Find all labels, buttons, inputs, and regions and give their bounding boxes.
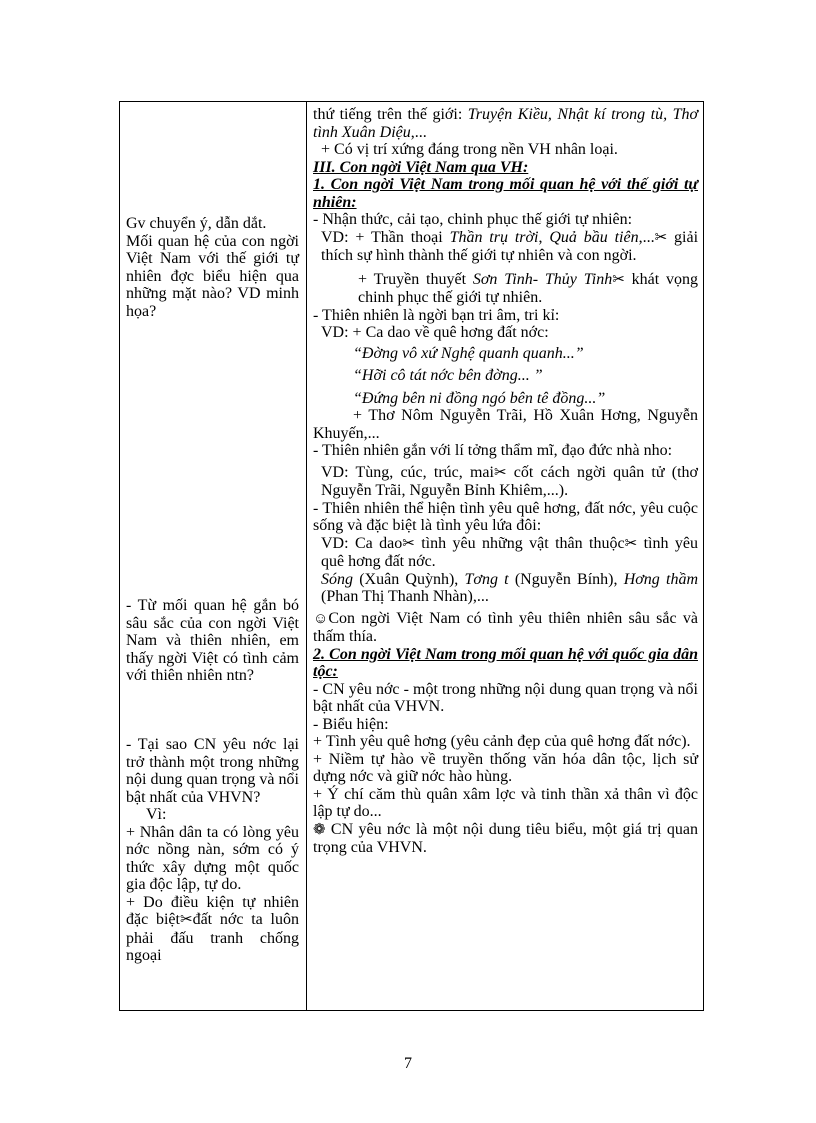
text-run: tình yêu quê hơng đất nớc. [321, 534, 698, 570]
text-run: Sóng [321, 570, 353, 588]
text-run: Hơng thầm [623, 570, 699, 588]
text-run: CN yêu nớc là một nội dung tiêu biểu, một giá trị quan trọng của VHVN. [313, 820, 699, 856]
right-text [313, 271, 698, 307]
text-run: giải thích sự hình thành thế giới tự nhiên và con ngời. [321, 228, 699, 264]
left-text: - Tại sao CN yêu nớc lại trở thành một trong những nội dung quan trọng và nổi bật nhất của VHVN? [126, 736, 299, 806]
text-run: , [538, 228, 550, 246]
right-text: VD: + Ca dao về quê hơng đất nớc: [321, 324, 549, 341]
section-heading-3: III. Con ngời Việt Nam qua VH: [313, 158, 529, 176]
text-run: VD: Ca dao [321, 534, 403, 552]
right-text: + Niềm tự hào về truyền thống văn hóa dân tộc, lịch sử dựng nớc và giữ nớc hào hùng. [313, 750, 698, 785]
left-text: + Nhân dân ta có lòng yêu nớc nồng nàn, sớm có ý thức xây dựng một quốc gia độc lập, tự do. [126, 823, 299, 893]
right-text: + Có vị trí xứng đáng trong nền VH nhân loại. [321, 141, 618, 158]
right-text [313, 821, 698, 857]
right-text [313, 106, 698, 141]
left-text-part: + Do điều kiện tự nhiên đặc biệt [126, 893, 299, 928]
content-table [119, 101, 704, 1011]
right-text: + Ý chí căm thù quân xâm lợc và tinh thần xả thân vì độc lập tự do... [313, 785, 698, 820]
left-text: - Từ mối quan hệ gắn bó sâu sắc của con ngời Việt Nam và thiên nhiên, em thấy ngời Việt có tình cảm với thiên nhiên ntn? [126, 597, 299, 684]
right-text: + Tình yêu quê hơng (yêu cảnh đẹp của quê hơng đất nớc). [313, 733, 691, 750]
column-divider [306, 102, 307, 1010]
subsection-heading-1: 1. Con ngời Việt Nam trong mối quan hệ với thế giới tự nhiên: [313, 176, 698, 211]
left-text: Gv chuyển ý, dẫn dắt. [126, 215, 267, 232]
text-run: (Nguyễn Bính), [508, 570, 624, 588]
left-text [126, 894, 299, 965]
right-text [313, 535, 698, 571]
right-text: + Thơ Nôm Nguyễn Trãi, Hồ Xuân Hơng, Nguyễn Khuyến,... [313, 407, 698, 442]
text-run: (Phan Thị Thanh Nhàn),... [321, 588, 489, 605]
text-run: Thần trụ trời [449, 228, 539, 246]
text-run: VD: + Thần thoại [321, 228, 450, 246]
text-run: Sơn Tinh- Thủy Tinh [472, 270, 613, 288]
right-text: - Biểu hiện: [313, 715, 389, 733]
text-run: + Truyền thuyết [358, 270, 473, 288]
text-run: thứ tiếng trên thế giới: [313, 106, 468, 123]
right-text: - Nhận thức, cải tạo, chinh phục thế giới tự nhiên: [313, 211, 633, 228]
text-run: khát vọng chinh phục thế giới tự nhiên. [358, 270, 699, 306]
page-number: 7 [404, 1055, 412, 1072]
right-text [313, 571, 698, 606]
text-run: Con ngời Việt Nam có tình yêu thiên nhiên sâu sắc và thấm thía. [313, 609, 698, 645]
text-run: ,... [638, 228, 655, 246]
text-run: Truyện Kiều, Nhật kí trong tù, Thơ tình Xuân Diệu [313, 106, 699, 141]
text-run: VD: Tùng, cúc, trúc, mai [321, 463, 494, 481]
right-text: - Thiên nhiên thể hiện tình yêu quê hơng, đất nớc, yêu cuộc sống và đặc biệt là tình yêu lứa đôi: [313, 499, 698, 534]
left-block-1 [126, 215, 299, 320]
text-run: Tơng t [464, 570, 509, 588]
quote-line: “Đứng bên ni đồng ngó bên tê đồng...” [353, 389, 606, 407]
text-run: (Xuân Quỳnh), [353, 570, 465, 588]
scissors-icon: ✂ [179, 912, 193, 928]
left-block-3 [126, 736, 299, 965]
text-run: tình yêu những vật thân thuộc [414, 534, 625, 552]
right-text: - Thiên nhiên là ngời bạn tri âm, tri kỉ: [313, 306, 560, 324]
flower-icon: ❁ [313, 821, 326, 838]
scissors-icon: ✂ [612, 271, 625, 288]
scissors-icon: ✂ [654, 229, 668, 246]
left-text: Vì: [146, 806, 167, 823]
scissors-icon: ✂ [402, 535, 415, 552]
right-text [313, 610, 698, 646]
right-text: - CN yêu nớc - một trong những nội dung quan trọng và nổi bật nhất của VHVN. [313, 680, 698, 715]
text-run: Quả bầu tiên [549, 228, 639, 246]
subsection-heading-2: 2. Con ngời Việt Nam trong mối quan hệ với quốc gia dân tộc: [313, 645, 698, 680]
quote-line: “Hỡi cô tát nớc bên đờng... ” [353, 367, 543, 384]
left-text-part: đất nớc ta luôn phải đấu tranh chống ngoại [126, 911, 299, 964]
left-text: Mối quan hệ của con ngời Việt Nam với thế giới tự nhiên đợc biểu hiện qua những mặt nào? VD minh họa? [126, 232, 299, 320]
right-text: - Thiên nhiên gắn với lí tởng thẩm mĩ, đạo đức nhà nho: [313, 442, 673, 459]
right-text [313, 464, 698, 500]
scissors-icon: ✂ [624, 535, 638, 552]
right-text [313, 229, 698, 265]
text-run: cốt cách ngời quân tử (thơ Nguyễn Trãi, Nguyễn Bỉnh Khiêm,...). [321, 463, 698, 499]
smiley-icon: ☺ [313, 610, 329, 627]
scissors-icon: ✂ [493, 464, 507, 481]
right-block [313, 106, 698, 857]
left-block-2 [126, 597, 299, 685]
text-run: ,... [410, 123, 427, 141]
quote-line: “Đờng vô xứ Nghệ quanh quanh...” [353, 344, 584, 362]
